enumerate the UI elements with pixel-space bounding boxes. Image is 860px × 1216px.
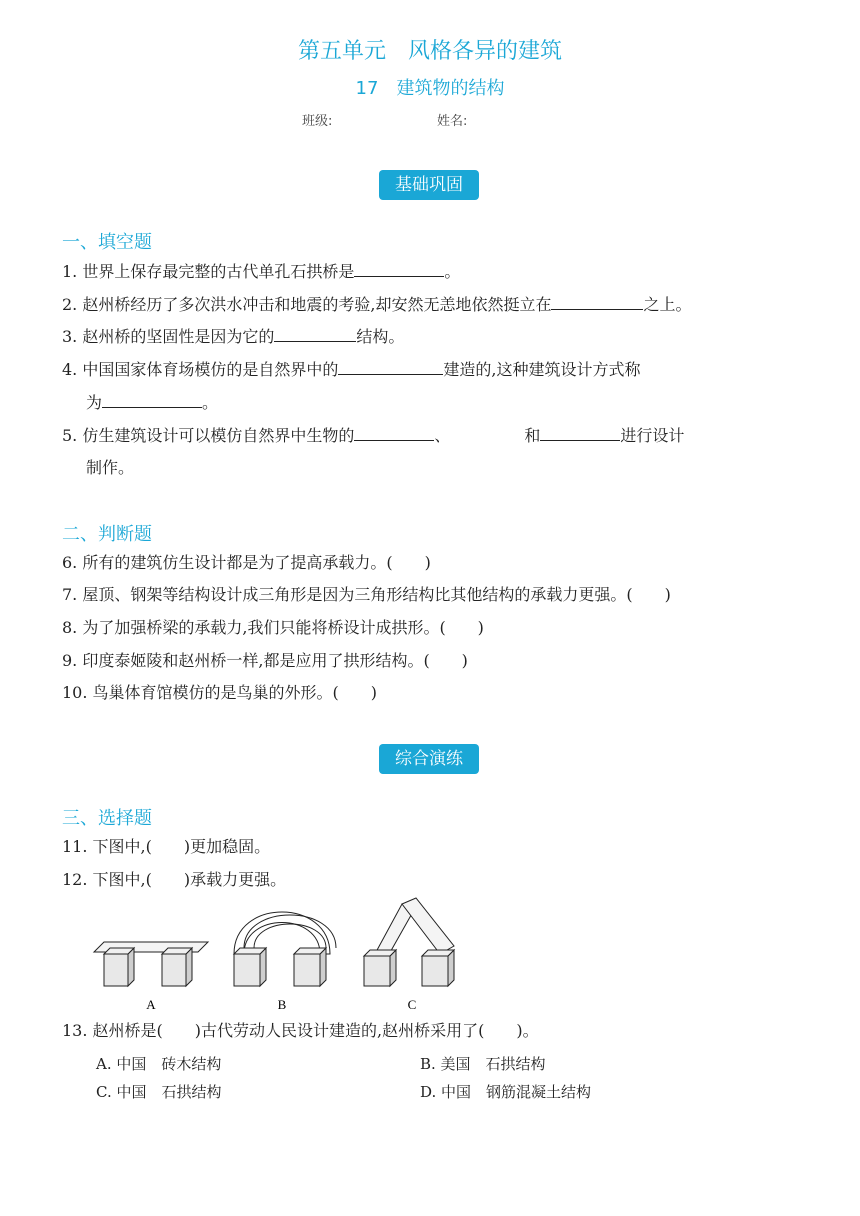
name-label: 姓名: [437, 114, 468, 129]
question-6: 6. 所有的建筑仿生设计都是为了提高承载力。( ) [62, 553, 431, 572]
question-5-and: 和 [524, 426, 541, 445]
question-7: 7. 屋顶、钢架等结构设计成三角形是因为三角形结构比其他结构的承载力更强。( ) [62, 585, 671, 604]
question-3 [62, 325, 404, 348]
option-c[interactable]: C. 中国 石拱结构 [96, 1083, 222, 1101]
question-5-sep: 、 [434, 426, 451, 445]
practice-badge: 综合演练 [379, 744, 479, 774]
question-1-text: 1. 世界上保存最完整的古代单孔石拱桥是 [62, 262, 355, 281]
figure-a-flat-beam [94, 942, 208, 986]
answer-blank[interactable] [338, 358, 443, 375]
answer-blank[interactable] [354, 424, 434, 441]
answer-blank[interactable] [450, 424, 524, 441]
figure-b-arch [234, 912, 336, 986]
question-12: 12. 下图中,( )承载力更强。 [62, 870, 287, 889]
question-11: 11. 下图中,( )更加稳固。 [62, 837, 271, 856]
question-1 [62, 260, 460, 283]
question-5 [62, 424, 684, 447]
question-2-end: 之上。 [643, 295, 692, 314]
question-4-text-mid: 建造的,这种建筑设计方式称 [443, 360, 641, 379]
answer-blank[interactable] [102, 391, 202, 408]
question-8: 8. 为了加强桥梁的承载力,我们只能将桥设计成拱形。( ) [62, 618, 484, 637]
answer-blank[interactable] [354, 260, 444, 277]
question-4-text: 4. 中国国家体育场模仿的是自然界中的 [62, 360, 339, 379]
figure-c-triangle [364, 898, 454, 986]
figure-label-b: B [277, 997, 287, 1012]
page-title: 第五单元 风格各异的建筑 [297, 39, 562, 64]
option-a[interactable]: A. 中国 砖木结构 [96, 1055, 222, 1073]
question-4-end: 。 [202, 393, 219, 412]
option-d[interactable]: D. 中国 钢筋混凝土结构 [420, 1083, 592, 1101]
question-9: 9. 印度泰姬陵和赵州桥一样,都是应用了拱形结构。( ) [62, 651, 468, 670]
answer-blank[interactable] [551, 293, 643, 310]
basic-badge: 基础巩固 [379, 170, 479, 200]
question-4-line2 [86, 391, 218, 414]
structure-figure [86, 896, 466, 1020]
answer-blank[interactable] [540, 424, 620, 441]
question-3-end: 结构。 [356, 327, 405, 346]
section-choice-heading: 三、选择题 [62, 808, 152, 829]
question-4 [62, 358, 640, 381]
question-10: 10. 鸟巢体育馆模仿的是鸟巢的外形。( ) [62, 683, 378, 702]
question-1-end: 。 [444, 262, 461, 281]
class-label: 班级: [302, 114, 333, 129]
question-2 [62, 293, 691, 316]
figure-label-c: C [407, 997, 417, 1012]
question-4-line2-text: 为 [86, 393, 103, 412]
answer-blank[interactable] [274, 325, 356, 342]
question-5-text-mid: 进行设计 [620, 426, 685, 445]
section-fill-heading: 一、填空题 [62, 232, 152, 253]
question-13: 13. 赵州桥是( )古代劳动人民设计建造的,赵州桥采用了( )。 [62, 1021, 539, 1040]
question-5-line2: 制作。 [86, 458, 135, 477]
lesson-subtitle: 17 建筑物的结构 [355, 78, 505, 99]
option-b[interactable]: B. 美国 石拱结构 [420, 1055, 546, 1073]
question-5-text: 5. 仿生建筑设计可以模仿自然界中生物的 [62, 426, 355, 445]
section-judge-heading: 二、判断题 [62, 524, 152, 545]
question-3-text: 3. 赵州桥的坚固性是因为它的 [62, 327, 275, 346]
question-2-text: 2. 赵州桥经历了多次洪水冲击和地震的考验,却安然无恙地依然挺立在 [62, 295, 552, 314]
figure-label-a: A [146, 997, 156, 1012]
